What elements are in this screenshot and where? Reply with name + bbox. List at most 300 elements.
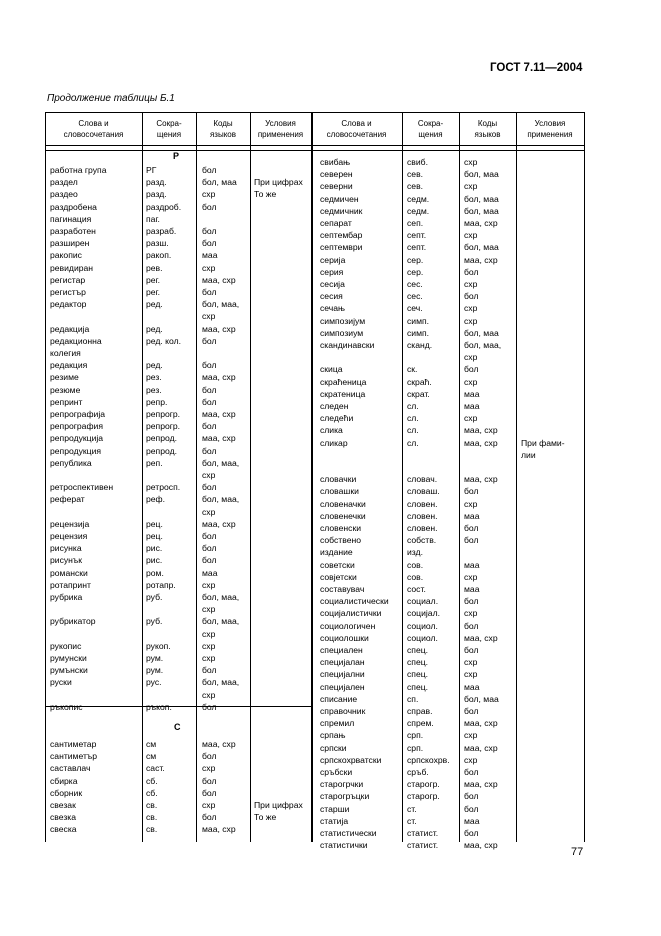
language-codes-cell: маа, схр [464,718,498,729]
word-cell: сборник [50,787,83,798]
word-cell: социјалистички [320,608,382,619]
language-codes-cell: бол [202,812,217,823]
word-cell: скица [320,364,343,375]
word-cell: сбирка [50,775,78,786]
word-cell: редакција [50,323,90,334]
abbreviation-cell: ръкоп. [146,701,172,712]
language-codes-cell: бол [464,523,479,533]
word-cell: разширен [50,238,90,249]
abbreviation-cell: социал. [407,596,439,607]
language-codes-cell: схр [202,506,216,517]
language-codes-cell: бол, маа, [464,340,502,350]
word-cell: румунски [50,653,87,663]
word-cell: ракопис [50,250,82,261]
abbreviation-cell: седм. [407,205,430,216]
language-codes-cell: бол [464,767,479,777]
abbreviation-cell: спец. [407,645,429,655]
language-codes-cell: маа, схр [202,824,236,835]
language-codes-cell: маа [464,401,480,411]
language-codes-cell: бол [464,535,479,546]
language-codes-cell: бол, маа [464,327,499,338]
word-cell: свеска [50,824,77,835]
condition-cell: То же [254,812,277,823]
word-cell: румънски [50,665,88,676]
language-codes-cell: бол [464,791,479,802]
abbreviation-cell: рум. [146,665,164,676]
language-codes-cell: бол [202,787,217,798]
word-cell: резиме [50,372,79,383]
col-header-codes: Коды языков [209,119,237,139]
word-cell: ретроспективен [50,482,114,493]
language-codes-cell: маа [464,815,480,826]
word-cell: репрография [50,421,103,432]
abbreviation-cell: сб. [146,775,158,786]
word-cell: симпозиум [320,327,364,338]
abbreviation-cell: сес. [407,291,423,302]
abbreviation-cell: разд. [146,177,167,188]
abbreviation-cell: српскохрв. [407,754,450,765]
word-cell: следећи [320,413,354,424]
word-cell: разработен [50,226,96,236]
word-cell: старогрчки [320,779,364,790]
language-codes-cell: бол, маа, [202,616,240,627]
abbreviation-cell: сеп. [407,218,424,228]
abbreviation-cell: раздроб. [146,201,182,212]
word-cell: составувач [320,584,365,594]
language-codes-cell: маа [464,388,480,399]
abbreviation-cell: септ. [407,242,427,253]
abbreviation-cell: скраћ. [407,376,432,387]
language-codes-cell: схр [464,754,478,765]
abbreviation-cell: РГ [146,165,157,175]
word-cell: сантиметар [50,739,97,749]
language-codes-cell: бол [202,445,217,456]
language-codes-cell: бол [202,775,217,786]
abbreviation-cell: симп. [407,315,430,326]
language-codes-cell: схр [202,800,216,810]
word-cell: репродукција [50,433,104,444]
abbreviation-cell: рев. [146,262,163,273]
word-cell: саставлач [50,763,91,774]
abbreviation-cell: рег. [146,274,161,285]
section-divider [45,706,311,707]
word-cell: специјалан [320,657,365,668]
abbreviation-cell: срп. [407,742,424,753]
language-codes-cell: схр [464,352,478,363]
language-codes-cell: маа, схр [464,779,498,790]
word-cell: рубрика [50,592,83,602]
language-codes-cell: маа, схр [464,474,498,485]
word-cell: реферат [50,494,85,505]
language-codes-cell: маа, схр [202,323,236,334]
table-caption: Продолжение таблицы Б.1 [47,93,175,104]
word-cell: симпозијум [320,315,366,326]
word-cell: сесия [320,291,343,302]
abbreviation-cell: реф. [146,494,166,505]
col-header-words-2: Слова и словосочетания [326,119,387,139]
abbreviation-cell: саст. [146,763,165,774]
language-codes-cell: маа, схр [202,274,236,285]
abbreviation-table [45,112,585,851]
abbreviation-cell: старогр. [407,791,440,802]
abbreviation-cell: сб. [146,787,158,798]
abbreviation-cell: сл. [407,401,419,411]
language-codes-cell: бол, маа [464,169,499,180]
abbreviation-cell: собств. [407,535,437,546]
language-codes-cell: схр [464,669,478,680]
language-codes-cell: маа, схр [202,409,236,419]
condition-cell: При цифрах [254,177,303,188]
word-cell: раздробена [50,201,97,212]
condition-cell: При фами- [521,437,565,448]
language-codes-cell: маа, схр [464,425,498,436]
abbreviation-cell: ротапр. [146,579,176,590]
language-codes-cell: схр [202,653,216,663]
word-cell: собствено [320,535,362,546]
word-cell: словенски [320,523,362,533]
abbreviation-cell: статист. [407,840,439,851]
abbreviation-cell: скрат. [407,388,430,399]
language-codes-cell: маа [464,681,480,692]
language-codes-cell: бол, маа, [202,592,240,602]
language-codes-cell: бол [464,706,479,716]
word-cell: рецензия [50,531,88,541]
col-header-conditions-2: Условия применения [527,119,573,139]
language-codes-cell: маа [202,250,218,261]
language-codes-cell: схр [464,279,478,289]
word-cell: списание [320,693,358,704]
word-cell: септември [320,242,363,253]
word-cell: репродукция [50,445,102,456]
abbreviation-cell: рис. [146,543,163,554]
language-codes-cell: бол [464,291,479,302]
word-cell: слика [320,425,343,436]
word-cell: скандинавски [320,340,375,350]
page-number: 77 [571,846,584,858]
language-codes-cell: бол [202,665,217,676]
abbreviation-cell: словаш. [407,486,440,497]
abbreviation-cell: см [146,751,157,762]
abbreviation-cell: социол. [407,620,438,631]
language-codes-cell: бол [464,645,479,655]
word-cell: ръкопис [50,701,83,712]
word-cell: репрографија [50,409,106,419]
abbreviation-cell: сеч. [407,303,423,314]
word-cell: сепарат [320,218,352,228]
abbreviation-cell: репр. [146,396,168,407]
language-codes-cell: бол, маа, [202,457,240,468]
abbreviation-cell: сес. [407,279,423,289]
language-codes-cell: бол, маа [464,205,499,216]
abbreviation-cell: разш. [146,238,169,249]
abbreviation-cell: социјал. [407,608,440,619]
language-codes-cell: бол [464,364,479,375]
abbreviation-cell: реп. [146,457,163,468]
language-codes-cell: маа [202,567,218,578]
abbreviation-cell: сп. [407,693,419,704]
language-codes-cell: бол [464,486,479,497]
word-cell: специален [320,645,363,655]
language-codes-cell: схр [464,157,478,167]
abbreviation-cell: см [146,739,157,749]
language-codes-cell: маа, схр [464,742,498,753]
word-cell: рисунка [50,543,82,554]
language-codes-cell: бол, маа, [202,299,240,310]
standard-header: ГОСТ 7.11—2004 [490,62,583,74]
word-cell: седмичен [320,193,359,204]
word-cell: скраћеница [320,376,367,387]
word-cell: словенечки [320,510,366,521]
abbreviation-cell: справ. [407,706,433,716]
abbreviation-cell: ред. [146,360,163,371]
col-line [459,112,460,842]
section-letter-s: С [174,722,181,732]
word-cell: социологичен [320,620,376,631]
abbreviation-cell: сер. [407,266,424,277]
language-codes-cell: маа, схр [464,218,498,228]
language-codes-cell: бол [202,751,217,762]
language-codes-cell: схр [202,579,216,590]
word-cell: редакционна [50,335,102,346]
language-codes-cell: маа, схр [202,372,236,383]
abbreviation-cell: сл. [407,413,419,424]
word-cell: сечањ [320,303,346,314]
word-cell: специјални [320,669,365,680]
language-codes-cell: бол [464,596,479,607]
word-cell: колегия [50,348,81,358]
language-codes-cell: бол, маа, [202,494,240,505]
col-header-abbr: Сокра- щения [156,119,182,139]
abbreviation-cell: ред. [146,299,163,310]
abbreviation-cell: изд. [407,547,423,558]
language-codes-cell: маа, схр [464,632,498,643]
language-codes-cell: бол [202,531,217,541]
language-codes-cell: маа [464,584,480,594]
word-cell: спремил [320,718,355,729]
abbreviation-cell: спец. [407,657,429,668]
language-codes-cell: бол [202,421,217,432]
col-header-conditions: Условия применения [257,119,304,139]
abbreviation-cell: старогр. [407,779,440,790]
abbreviation-cell: руб. [146,592,163,602]
abbreviation-cell: св. [146,812,158,823]
language-codes-cell: бол [464,828,479,838]
language-codes-cell: маа, схр [202,433,236,444]
word-cell: советски [320,559,355,570]
word-cell: свибањ [320,157,351,167]
abbreviation-cell: сл. [407,437,419,448]
language-codes-cell: схр [464,303,478,314]
condition-cell: лии [521,449,536,460]
condition-cell: При цифрах [254,800,303,810]
col-line [196,112,197,842]
word-cell: редакция [50,360,88,371]
abbreviation-cell: спрем. [407,718,434,729]
abbreviation-cell: спец. [407,681,429,692]
word-cell: српањ [320,730,346,741]
abbreviation-cell: седм. [407,193,430,204]
header-divider [45,150,585,151]
word-cell: социолошки [320,632,369,643]
language-codes-cell: схр [464,571,478,582]
language-codes-cell: бол [202,360,217,371]
word-cell: руски [50,677,72,688]
abbreviation-cell: словен. [407,498,438,509]
language-codes-cell: схр [464,657,478,668]
language-codes-cell: бол [202,701,217,712]
word-cell: рецензија [50,518,90,529]
word-cell: старши [320,803,350,814]
language-codes-cell: бол [202,396,217,407]
language-codes-cell: бол [202,335,217,346]
col-line [584,112,585,842]
language-codes-cell: бол, маа [464,693,499,704]
abbreviation-cell: срп. [407,730,424,741]
word-cell: северен [320,169,353,180]
col-line-center [311,112,313,842]
language-codes-cell: бол [202,226,217,236]
language-codes-cell: маа, схр [464,254,498,265]
language-codes-cell: маа, схр [464,437,498,448]
language-codes-cell: схр [464,315,478,326]
abbreviation-cell: руб. [146,616,163,627]
word-cell: словачки [320,474,357,485]
word-cell: словашки [320,486,359,497]
language-codes-cell: бол [202,543,217,554]
word-cell: словеначки [320,498,366,509]
word-cell: статистички [320,840,368,851]
abbreviation-cell: ретросп. [146,482,181,493]
word-cell: сръбски [320,767,353,777]
abbreviation-cell: сев. [407,181,424,192]
word-cell: раздео [50,189,78,200]
abbreviation-cell: ст. [407,815,417,826]
word-cell: ревидиран [50,262,94,273]
language-codes-cell: бол, маа, [202,677,240,688]
language-codes-cell: схр [464,730,478,741]
abbreviation-cell: сканд. [407,340,433,350]
language-codes-cell: схр [202,604,216,615]
language-codes-cell: схр [464,376,478,387]
abbreviation-cell: рукоп. [146,640,171,651]
abbreviation-cell: сост. [407,584,426,594]
abbreviation-cell: рум. [146,653,164,663]
language-codes-cell: бол [464,803,479,814]
language-codes-cell: схр [202,470,216,480]
abbreviation-cell: спец. [407,669,429,680]
abbreviation-cell: сов. [407,559,424,570]
language-codes-cell: бол [202,165,217,175]
word-cell: серия [320,266,344,277]
language-codes-cell: схр [464,498,478,509]
abbreviation-cell: разд. [146,189,167,200]
abbreviation-cell: рус. [146,677,162,688]
abbreviation-cell: септ. [407,230,427,241]
abbreviation-cell: рец. [146,531,163,541]
language-codes-cell: бол [202,238,217,249]
abbreviation-cell: паг. [146,213,160,224]
abbreviation-cell: социол. [407,632,438,643]
abbreviation-cell: св. [146,824,158,835]
word-cell: регистар [50,274,86,285]
col-line [142,112,143,842]
abbreviation-cell: ракоп. [146,250,172,261]
abbreviation-cell: репрод. [146,433,177,444]
abbreviation-cell: рец. [146,518,163,529]
condition-cell: То же [254,189,277,200]
abbreviation-cell: свиб. [407,157,428,167]
language-codes-cell: маа, схр [202,518,236,529]
word-cell: скратеница [320,388,366,399]
word-cell: романски [50,567,88,578]
language-codes-cell: бол, маа [202,177,237,188]
language-codes-cell: схр [464,230,478,241]
abbreviation-cell: словен. [407,510,438,521]
language-codes-cell: бол, маа [464,242,499,253]
word-cell: редактор [50,299,87,310]
word-cell: статија [320,815,349,826]
language-codes-cell: схр [202,311,216,322]
abbreviation-cell: сл. [407,425,419,436]
col-line [45,112,46,842]
word-cell: рукопис [50,640,82,651]
word-cell: резюме [50,384,81,395]
abbreviation-cell: св. [146,800,158,810]
language-codes-cell: схр [202,763,216,774]
col-line [516,112,517,842]
word-cell: старогръцки [320,791,370,802]
abbreviation-cell: репрогр. [146,421,181,432]
language-codes-cell: схр [202,689,216,700]
abbreviation-cell: репрод. [146,445,177,456]
abbreviation-cell: словен. [407,523,438,533]
word-cell: септембар [320,230,363,241]
abbreviation-cell: словач. [407,474,438,485]
word-cell: свезка [50,812,77,823]
word-cell: пагинация [50,213,92,224]
col-header-words: Слова и словосочетания [63,119,124,139]
language-codes-cell: бол [464,266,479,277]
abbreviation-cell: разраб. [146,226,177,236]
word-cell: регистър [50,287,86,297]
language-codes-cell: схр [464,413,478,424]
language-codes-cell: схр [202,262,216,273]
language-codes-cell: схр [202,628,216,639]
word-cell: северни [320,181,353,192]
language-codes-cell: бол, маа [464,193,499,204]
col-header-codes-2: Коды языков [474,119,501,139]
language-codes-cell: бол [202,201,217,212]
word-cell: раздел [50,177,78,188]
word-cell: сликар [320,437,348,448]
abbreviation-cell: репрогр. [146,409,181,419]
word-cell: статистически [320,828,377,838]
language-codes-cell: схр [464,608,478,619]
language-codes-cell: бол [464,620,479,631]
word-cell: серија [320,254,346,265]
col-header-abbr-2: Сокра- щения [417,119,444,139]
abbreviation-cell: ред. [146,323,163,334]
abbreviation-cell: сръб. [407,767,429,777]
abbreviation-cell: сер. [407,254,424,265]
abbreviation-cell: сов. [407,571,424,582]
word-cell: република [50,457,92,468]
word-cell: издание [320,547,353,558]
word-cell: рубрикатор [50,616,96,627]
abbreviation-cell: рез. [146,384,162,395]
word-cell: социалистически [320,596,389,607]
word-cell: седмичник [320,205,363,216]
